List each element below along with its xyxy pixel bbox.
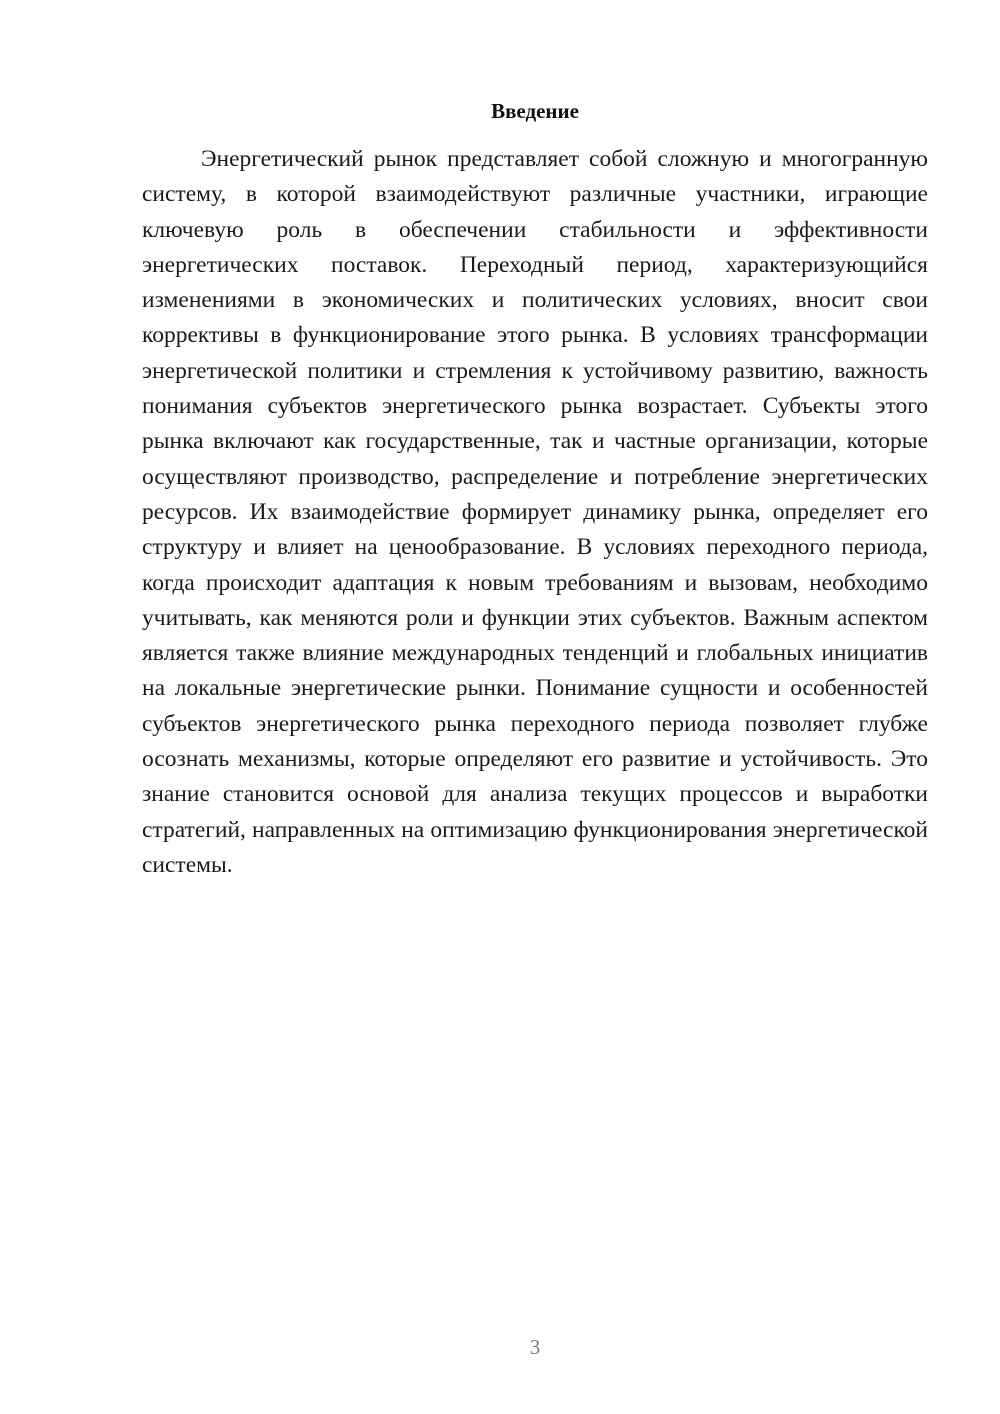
section-heading: Введение xyxy=(491,99,579,123)
body-paragraph: Энергетический рынок представляет собой сложную и многогранную систему, в которой взаимодействуют различные участники, играющие ключевую роль в обеспечении стабильности и эффективности энергетических поставок. Переходный период, характеризующийся изменениями в экономических и политических условиях, вносит свои коррективы в функционирование этого рынка. В условиях трансформации энергетической политики и стремления к устойчивому развитию, важность понимания субъектов энергетического рынка возрастает. Субъекты этого рынка включают как государственные, так и частные организации, которые осуществляют производство, распределение и потребление энергетических ресурсов. Их взаимодействие формирует динамику рынка, определяет его структуру и влияет на ценообразование. В условиях переходного периода, когда происходит адаптация к новым требованиям и вызовам, необходимо учитывать, как меняются роли и функции этих субъектов. Важным аспектом является также влияние международных тенденций и глобальных инициатив на локальные энергетические рынки. Понимание сущности и особенностей субъектов энергетического рынка переходного периода позволяет глубже осознать механизмы, которые определяют его развитие и устойчивость. Это знание становится основой для анализа текущих процессов и выработки стратегий, направленных на оптимизацию функционирования энергетической системы. xyxy=(142,146,928,878)
page-number: 3 xyxy=(529,1335,541,1359)
